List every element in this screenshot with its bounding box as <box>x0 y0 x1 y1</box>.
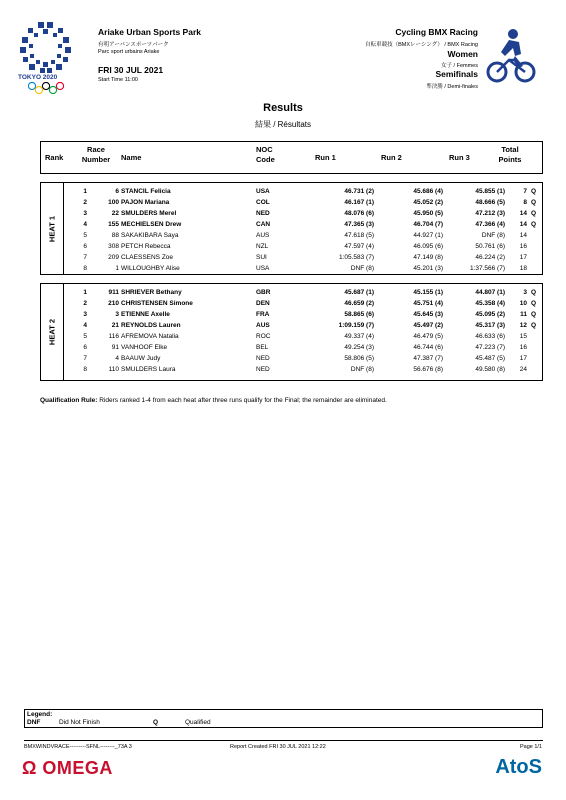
total-points-cell: 17 <box>519 355 527 362</box>
noc-code-cell: NED <box>256 355 270 362</box>
total-points-cell: 14 <box>519 232 527 239</box>
athlete-name-cell: SMULDERS Merel <box>121 210 177 217</box>
tokyo-2020-logo <box>16 20 76 94</box>
result-row <box>41 342 544 353</box>
athlete-name-cell: SAKAKIBARA Saya <box>121 232 179 239</box>
venue-name-fr: Parc sport urbains Ariake <box>98 49 160 55</box>
race-number-cell: 3 <box>115 311 119 318</box>
qualification-rule <box>40 397 387 404</box>
run2-cell: 46.704 (7) <box>413 221 443 228</box>
result-row <box>41 320 544 331</box>
results-subtitle: 結果 / Résultats <box>254 120 311 129</box>
olympic-rings-icon <box>24 82 68 94</box>
run1-cell: 46.167 (1) <box>344 199 374 206</box>
total-points-cell: 10 <box>519 300 527 307</box>
run1-cell: 48.076 (6) <box>344 210 374 217</box>
race-number-cell: 110 <box>108 366 119 373</box>
result-row <box>41 241 544 252</box>
event-phase-sub: 準決勝 / Demi-finales <box>426 84 478 90</box>
run1-cell: 47.365 (3) <box>344 221 374 228</box>
rank-cell: 2 <box>83 300 87 307</box>
result-row <box>41 331 544 342</box>
col-total-line1: Total <box>501 145 519 154</box>
result-row <box>41 197 544 208</box>
total-points-cell: 16 <box>519 243 527 250</box>
col-run3: Run 3 <box>449 153 470 162</box>
qualification-label: Qualification Rule: <box>40 397 98 404</box>
athlete-name-cell: PETCH Rebecca <box>121 243 171 250</box>
athlete-name-cell: PAJON Mariana <box>121 199 170 206</box>
run3-cell: 47.212 (3) <box>475 210 505 217</box>
col-name: Name <box>121 153 142 162</box>
noc-code-cell: ROC <box>256 333 271 340</box>
legend-q-desc: Qualified <box>185 719 211 726</box>
col-run2: Run 2 <box>381 153 402 162</box>
race-number-cell: 308 <box>108 243 119 250</box>
total-points-cell: 11 <box>520 311 527 318</box>
run1-cell: 45.687 (1) <box>344 289 374 296</box>
race-number-cell: 1 <box>115 265 119 272</box>
run3-cell: 49.580 (8) <box>475 366 505 373</box>
run2-cell: 45.497 (2) <box>413 322 443 329</box>
noc-code-cell: USA <box>256 188 270 195</box>
rank-cell: 8 <box>83 366 87 373</box>
heat-block <box>40 182 543 275</box>
run1-cell: 49.254 (3) <box>344 344 374 351</box>
start-time: Start Time 11:00 <box>98 77 138 83</box>
qualified-mark-cell: Q <box>531 289 537 296</box>
athlete-name-cell: WILLOUGHBY Alise <box>121 265 180 272</box>
athlete-name-cell: ETIENNE Axelle <box>121 311 170 318</box>
run1-cell: 58.865 (6) <box>344 311 374 318</box>
rank-cell: 5 <box>83 333 87 340</box>
total-points-cell: 18 <box>519 265 527 272</box>
col-race-line1: Race <box>87 145 105 154</box>
run3-cell: 45.487 (5) <box>475 355 505 362</box>
col-noc-line2: Code <box>256 155 275 164</box>
col-noc-line1: NOC <box>256 145 273 154</box>
total-points-cell: 3 <box>523 289 527 296</box>
qualified-mark-cell: Q <box>531 210 537 217</box>
run1-cell: 46.659 (2) <box>344 300 374 307</box>
athlete-name-cell: AFREMOVA Natalia <box>121 333 179 340</box>
total-points-cell: 14 <box>519 210 527 217</box>
run3-cell: 46.633 (6) <box>475 333 505 340</box>
legend-dnf-code: DNF <box>27 719 41 726</box>
run3-cell: 1:37.566 (7) <box>469 265 505 272</box>
column-header <box>40 141 543 174</box>
heat-block <box>40 283 543 381</box>
total-points-cell: 24 <box>519 366 527 373</box>
race-number-cell: 100 <box>108 199 119 206</box>
col-race-line2: Number <box>81 155 111 164</box>
rank-cell: 1 <box>83 188 87 195</box>
noc-code-cell: NZL <box>256 243 269 250</box>
result-row <box>41 353 544 364</box>
venue-name-jp: 有明アーバンスポーツパーク <box>98 42 169 48</box>
noc-code-cell: AUS <box>256 322 270 329</box>
run3-cell: 48.666 (5) <box>475 199 505 206</box>
run2-cell: 46.095 (6) <box>413 243 443 250</box>
run2-cell: 56.676 (8) <box>413 366 443 373</box>
heat-label: HEAT 2 <box>47 318 57 346</box>
run3-cell: 44.807 (1) <box>475 289 505 296</box>
run1-cell: 49.337 (4) <box>344 333 374 340</box>
run1-cell: DNF (8) <box>350 265 374 272</box>
athlete-name-cell: VANHOOF Elke <box>121 344 168 351</box>
legend-q-code: Q <box>153 719 159 726</box>
result-row <box>41 208 544 219</box>
run3-cell: 45.855 (1) <box>475 188 505 195</box>
run2-cell: 45.950 (5) <box>413 210 443 217</box>
qualified-mark-cell: Q <box>531 188 537 195</box>
total-points-cell: 15 <box>519 333 527 340</box>
race-number-cell: 116 <box>108 333 119 340</box>
legend <box>24 709 543 728</box>
run2-cell: 45.751 (4) <box>413 300 443 307</box>
qualified-mark-cell: Q <box>531 311 537 318</box>
run2-cell: 45.155 (1) <box>413 289 443 296</box>
result-row <box>41 287 544 298</box>
result-row <box>41 364 544 375</box>
run3-cell: 47.366 (4) <box>475 221 505 228</box>
noc-code-cell: USA <box>256 265 270 272</box>
total-points-cell: 12 <box>519 322 527 329</box>
omega-logo: Ω OMEGA <box>22 758 113 778</box>
run2-cell: 44.927 (1) <box>413 232 443 239</box>
athlete-name-cell: SMULDERS Laura <box>121 366 176 373</box>
total-points-cell: 7 <box>523 188 527 195</box>
run3-cell: 47.223 (7) <box>475 344 505 351</box>
run3-cell: 50.761 (6) <box>475 243 505 250</box>
total-points-cell: 8 <box>523 199 527 206</box>
noc-code-cell: SUI <box>256 254 267 261</box>
run3-cell: DNF (8) <box>481 232 505 239</box>
rank-cell: 3 <box>83 311 87 318</box>
total-points-cell: 17 <box>519 254 527 261</box>
result-row <box>41 219 544 230</box>
event-gender: Women <box>447 49 478 59</box>
results-title: Results <box>263 102 303 114</box>
qualified-mark-cell: Q <box>531 199 537 206</box>
event-phase: Semifinals <box>435 69 478 79</box>
race-number-cell: 210 <box>108 300 119 307</box>
run1-cell: 1:05.583 (7) <box>338 254 374 261</box>
legend-title: Legend: <box>27 711 53 718</box>
noc-code-cell: NED <box>256 366 270 373</box>
noc-code-cell: GBR <box>256 289 271 296</box>
col-rank: Rank <box>45 153 64 162</box>
rank-cell: 2 <box>83 199 87 206</box>
report-created: Report Created FRI 30 JUL 2021 12:22 <box>230 744 326 750</box>
race-number-cell: 6 <box>115 188 119 195</box>
result-row <box>41 298 544 309</box>
run1-cell: 46.731 (2) <box>344 188 374 195</box>
footer-divider <box>24 740 543 741</box>
race-number-cell: 911 <box>108 289 119 296</box>
athlete-name-cell: CHRISTENSEN Simone <box>121 300 193 307</box>
run2-cell: 45.201 (3) <box>413 265 443 272</box>
event-gender-sub: 女子 / Femmes <box>441 63 478 69</box>
document-code: BMXWINDVRACE---------SFNL--------_73A 3 <box>24 744 132 750</box>
qualification-text: Riders ranked 1-4 from each heat after three runs qualify for the Final; the remainder are eliminated. <box>99 397 387 404</box>
race-number-cell: 21 <box>111 322 119 329</box>
run1-cell: 47.618 (5) <box>344 232 374 239</box>
qualified-mark-cell: Q <box>531 322 537 329</box>
event-date: FRI 30 JUL 2021 <box>98 65 164 75</box>
col-run1: Run 1 <box>315 153 336 162</box>
heat-label: HEAT 1 <box>47 215 57 242</box>
result-row <box>41 186 544 197</box>
race-number-cell: 209 <box>108 254 119 261</box>
athlete-name-cell: REYNOLDS Lauren <box>121 322 181 329</box>
run2-cell: 45.686 (4) <box>413 188 443 195</box>
run2-cell: 46.744 (6) <box>413 344 443 351</box>
athlete-name-cell: STANCIL Felicia <box>121 188 171 195</box>
atos-logo: AtoS <box>495 756 542 778</box>
noc-code-cell: BEL <box>256 344 269 351</box>
result-row <box>41 252 544 263</box>
athlete-name-cell: CLAESSENS Zoe <box>121 254 174 261</box>
result-row <box>41 230 544 241</box>
page-number: Page 1/1 <box>519 744 542 750</box>
run2-cell: 46.479 (5) <box>413 333 443 340</box>
noc-code-cell: AUS <box>256 232 270 239</box>
run1-cell: 47.597 (4) <box>344 243 374 250</box>
run1-cell: DNF (8) <box>350 366 374 373</box>
legend-dnf-desc: Did Not Finish <box>59 719 100 726</box>
race-number-cell: 4 <box>115 355 119 362</box>
total-points-cell: 16 <box>519 344 527 351</box>
run2-cell: 45.645 (3) <box>413 311 443 318</box>
race-number-cell: 22 <box>111 210 119 217</box>
run3-cell: 45.095 (2) <box>475 311 505 318</box>
result-row <box>41 309 544 320</box>
rank-cell: 3 <box>83 210 87 217</box>
rank-cell: 5 <box>83 232 87 239</box>
noc-code-cell: COL <box>256 199 270 206</box>
col-total-line2: Points <box>498 155 522 164</box>
venue-name: Ariake Urban Sports Park <box>98 27 201 37</box>
noc-code-cell: FRA <box>256 311 270 318</box>
result-row <box>41 263 544 274</box>
rank-cell: 4 <box>83 322 87 329</box>
rank-cell: 7 <box>83 254 87 261</box>
noc-code-cell: CAN <box>256 221 271 228</box>
rank-cell: 4 <box>83 221 87 228</box>
bmx-racing-pictogram-icon <box>485 26 537 86</box>
athlete-name-cell: SHRIEVER Bethany <box>121 289 182 296</box>
rank-cell: 6 <box>83 243 87 250</box>
rank-cell: 1 <box>83 289 87 296</box>
run1-cell: 1:09.159 (7) <box>338 322 374 329</box>
run3-cell: 45.317 (3) <box>475 322 505 329</box>
run1-cell: 58.806 (5) <box>344 355 374 362</box>
run3-cell: 45.358 (4) <box>475 300 505 307</box>
race-number-cell: 155 <box>108 221 119 228</box>
total-points-cell: 14 <box>519 221 527 228</box>
race-number-cell: 88 <box>111 232 119 239</box>
qualified-mark-cell: Q <box>531 221 537 228</box>
run2-cell: 47.387 (7) <box>413 355 443 362</box>
games-logo-text: TOKYO 2020 <box>18 74 58 81</box>
qualified-mark-cell: Q <box>531 300 537 307</box>
rank-cell: 6 <box>83 344 87 351</box>
run3-cell: 46.224 (2) <box>475 254 505 261</box>
noc-code-cell: DEN <box>256 300 270 307</box>
run2-cell: 45.052 (2) <box>413 199 443 206</box>
athlete-name-cell: MECHIELSEN Drew <box>121 221 182 228</box>
sport-name-sub: 自転車競技（BMXレーシング） / BMX Racing <box>365 42 478 48</box>
rank-cell: 8 <box>83 265 87 272</box>
race-number-cell: 91 <box>111 344 119 351</box>
noc-code-cell: NED <box>256 210 270 217</box>
run2-cell: 47.149 (8) <box>413 254 443 261</box>
rank-cell: 7 <box>83 355 87 362</box>
athlete-name-cell: BAAUW Judy <box>121 355 161 362</box>
sport-name: Cycling BMX Racing <box>395 27 478 37</box>
